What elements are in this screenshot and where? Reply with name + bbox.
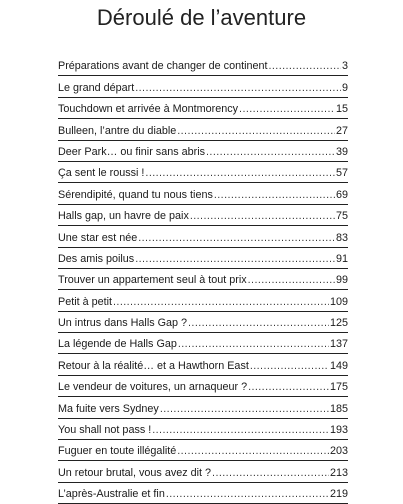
toc-entry-page-number: 125 [329, 317, 348, 330]
toc-entry[interactable] [58, 269, 348, 290]
toc-leader-dots [113, 296, 329, 309]
toc-entry[interactable] [58, 461, 348, 482]
toc-leader-dots [248, 381, 329, 394]
toc-leader-dots [160, 403, 329, 416]
toc-entry-page-number: 57 [335, 167, 348, 180]
toc-entry[interactable] [58, 419, 348, 440]
toc-entry[interactable] [58, 76, 348, 97]
toc-entry-page-number: 3 [341, 60, 348, 73]
toc-leader-dots [135, 253, 335, 266]
toc-entry[interactable] [58, 290, 348, 311]
toc-entry-label: Trouver un appartement seul à tout prix [58, 274, 247, 287]
toc-entry-label: Sérendipité, quand tu nous tiens [58, 188, 213, 201]
toc-entry[interactable] [58, 119, 348, 140]
toc-leader-dots [178, 338, 329, 351]
toc-entry[interactable] [58, 141, 348, 162]
toc-leader-dots [145, 167, 335, 180]
toc-leader-dots [166, 488, 329, 501]
toc-entry-page-number: 213 [329, 466, 348, 479]
toc-leader-dots [152, 424, 329, 437]
toc-entry[interactable] [58, 376, 348, 397]
toc-entry-page-number: 149 [329, 359, 348, 372]
toc-leader-dots [190, 210, 335, 223]
toc-entry-page-number: 193 [329, 424, 348, 437]
toc-leader-dots [269, 60, 341, 73]
toc-leader-dots [214, 189, 335, 202]
toc-entry-label: Halls gap, un havre de paix [58, 210, 189, 223]
table-of-contents [58, 55, 348, 504]
toc-leader-dots [177, 445, 329, 458]
toc-entry-label: Préparations avant de changer de continent [58, 60, 268, 73]
toc-entry-label: Retour à la réalité… et a Hawthorn East [58, 359, 249, 372]
toc-entry[interactable] [58, 440, 348, 461]
toc-entry[interactable] [58, 312, 348, 333]
toc-entry-label: Ça sent le roussi ! [58, 167, 145, 180]
toc-entry-label: Bulleen, l’antre du diable [58, 124, 177, 137]
toc-entry-label: L’après-Australie et fin [58, 488, 165, 501]
toc-leader-dots [248, 274, 335, 287]
toc-leader-dots [135, 82, 341, 95]
toc-entry[interactable] [58, 55, 348, 76]
toc-leader-dots [188, 317, 329, 330]
toc-entry-page-number: 39 [335, 145, 348, 158]
toc-entry-label: Petit à petit [58, 295, 113, 308]
toc-entry[interactable] [58, 248, 348, 269]
toc-entry-page-number: 109 [329, 295, 348, 308]
toc-entry-page-number: 9 [341, 81, 348, 94]
toc-leader-dots [212, 467, 329, 480]
toc-entry-label: Touchdown et arrivée à Montmorency [58, 103, 239, 116]
toc-entry-label: Le vendeur de voitures, un arnaqueur ? [58, 381, 248, 394]
toc-entry-label: La légende de Halls Gap [58, 338, 177, 351]
toc-entry[interactable] [58, 483, 348, 504]
toc-entry-label: Une star est née [58, 231, 138, 244]
toc-leader-dots [138, 232, 335, 245]
toc-entry-label: You shall not pass ! [58, 424, 152, 437]
toc-leader-dots [206, 146, 335, 159]
toc-entry-page-number: 185 [329, 402, 348, 415]
toc-entry-label: Un intrus dans Halls Gap ? [58, 317, 188, 330]
toc-leader-dots [177, 125, 335, 138]
toc-entry-page-number: 75 [335, 210, 348, 223]
toc-entry[interactable] [58, 333, 348, 354]
toc-entry[interactable] [58, 98, 348, 119]
toc-entry-page-number: 219 [329, 488, 348, 501]
toc-entry-label: Ma fuite vers Sydney [58, 402, 159, 415]
toc-entry-label: Deer Park… ou finir sans abris [58, 145, 206, 158]
toc-entry[interactable] [58, 397, 348, 418]
toc-entry-label: Un retour brutal, vous avez dit ? [58, 466, 212, 479]
toc-entry-page-number: 27 [335, 124, 348, 137]
toc-entry[interactable] [58, 162, 348, 183]
toc-entry-page-number: 15 [335, 103, 348, 116]
toc-entry-page-number: 203 [329, 445, 348, 458]
toc-entry-page-number: 137 [329, 338, 348, 351]
page-title: Déroulé de l’aventure [96, 5, 307, 30]
toc-leader-dots [250, 360, 329, 373]
toc-entry-page-number: 69 [335, 188, 348, 201]
toc-entry[interactable] [58, 226, 348, 247]
toc-entry-page-number: 91 [335, 252, 348, 265]
toc-entry-label: Fuguer en toute illégalité [58, 445, 177, 458]
toc-entry-page-number: 99 [335, 274, 348, 287]
toc-entry-label: Le grand départ [58, 81, 135, 94]
toc-entry-page-number: 175 [329, 381, 348, 394]
toc-entry-label: Des amis poilus [58, 252, 135, 265]
toc-entry[interactable] [58, 183, 348, 204]
toc-entry[interactable] [58, 354, 348, 375]
toc-entry-page-number: 83 [335, 231, 348, 244]
toc-entry[interactable] [58, 205, 348, 226]
toc-leader-dots [239, 103, 335, 116]
